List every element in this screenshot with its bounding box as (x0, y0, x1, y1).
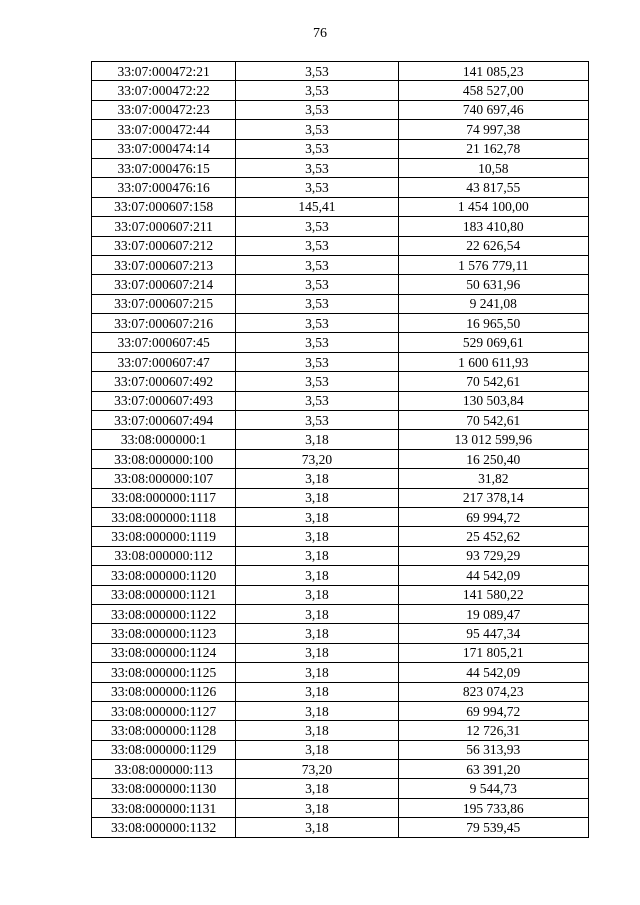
cadastral-number-cell: 33:08:000000:113 (92, 760, 236, 779)
rate-cell: 3,18 (236, 430, 398, 449)
value-cell: 1 600 611,93 (398, 352, 588, 371)
table-row (92, 682, 589, 701)
rate-cell: 3,53 (236, 372, 398, 391)
table-row (92, 643, 589, 662)
cadastral-number-cell: 33:07:000607:493 (92, 391, 236, 410)
value-cell: 43 817,55 (398, 178, 588, 197)
rate-cell: 3,18 (236, 527, 398, 546)
cadastral-number-cell: 33:07:000472:21 (92, 62, 236, 81)
table-row (92, 197, 589, 216)
value-cell: 458 527,00 (398, 81, 588, 100)
cadastral-number-cell: 33:08:000000:1123 (92, 624, 236, 643)
cadastral-number-cell: 33:08:000000:1122 (92, 604, 236, 623)
table-row (92, 701, 589, 720)
cadastral-number-cell: 33:07:000607:214 (92, 275, 236, 294)
cadastral-number-cell: 33:08:000000:1124 (92, 643, 236, 662)
value-cell: 69 994,72 (398, 701, 588, 720)
value-cell: 9 544,73 (398, 779, 588, 798)
rate-cell: 3,18 (236, 507, 398, 526)
table-row (92, 236, 589, 255)
rate-cell: 3,53 (236, 217, 398, 236)
table-row (92, 469, 589, 488)
table-row (92, 488, 589, 507)
table-row (92, 314, 589, 333)
cadastral-number-cell: 33:08:000000:1 (92, 430, 236, 449)
cadastral-number-cell: 33:07:000607:215 (92, 294, 236, 313)
value-cell: 1 454 100,00 (398, 197, 588, 216)
cadastral-number-cell: 33:07:000607:492 (92, 372, 236, 391)
table-row (92, 294, 589, 313)
value-cell: 740 697,46 (398, 100, 588, 119)
value-cell: 22 626,54 (398, 236, 588, 255)
rate-cell: 3,18 (236, 798, 398, 817)
table-row (92, 158, 589, 177)
table-row (92, 275, 589, 294)
value-cell: 21 162,78 (398, 139, 588, 158)
table-row (92, 566, 589, 585)
value-cell: 44 542,09 (398, 663, 588, 682)
table-row (92, 798, 589, 817)
table-row (92, 352, 589, 371)
rate-cell: 3,18 (236, 624, 398, 643)
value-cell: 130 503,84 (398, 391, 588, 410)
rate-cell: 3,18 (236, 604, 398, 623)
value-cell: 25 452,62 (398, 527, 588, 546)
rate-cell: 3,18 (236, 643, 398, 662)
value-cell: 1 576 779,11 (398, 255, 588, 274)
value-cell: 141 580,22 (398, 585, 588, 604)
cadastral-number-cell: 33:08:000000:1128 (92, 721, 236, 740)
table-row (92, 333, 589, 352)
cadastral-number-cell: 33:08:000000:1120 (92, 566, 236, 585)
rate-cell: 3,53 (236, 178, 398, 197)
table-row (92, 81, 589, 100)
cadastral-number-cell: 33:08:000000:1118 (92, 507, 236, 526)
value-cell: 70 542,61 (398, 411, 588, 430)
value-cell: 44 542,09 (398, 566, 588, 585)
table-row (92, 663, 589, 682)
table-body (92, 62, 589, 838)
cadastral-number-cell: 33:07:000607:216 (92, 314, 236, 333)
rate-cell: 3,18 (236, 682, 398, 701)
rate-cell: 3,53 (236, 255, 398, 274)
cadastral-number-cell: 33:08:000000:1126 (92, 682, 236, 701)
cadastral-number-cell: 33:08:000000:1130 (92, 779, 236, 798)
table-row (92, 217, 589, 236)
value-cell: 56 313,93 (398, 740, 588, 759)
cadastral-number-cell: 33:07:000607:212 (92, 236, 236, 255)
rate-cell: 145,41 (236, 197, 398, 216)
table-row (92, 760, 589, 779)
rate-cell: 3,18 (236, 488, 398, 507)
cadastral-number-cell: 33:07:000472:23 (92, 100, 236, 119)
value-cell: 70 542,61 (398, 372, 588, 391)
table-row (92, 62, 589, 81)
page-number: 76 (313, 26, 327, 41)
table-row (92, 527, 589, 546)
cadastral-number-cell: 33:07:000476:16 (92, 178, 236, 197)
data-table (91, 61, 589, 838)
cadastral-number-cell: 33:08:000000:107 (92, 469, 236, 488)
cadastral-number-cell: 33:08:000000:112 (92, 546, 236, 565)
cadastral-number-cell: 33:08:000000:1131 (92, 798, 236, 817)
cadastral-number-cell: 33:08:000000:1121 (92, 585, 236, 604)
cadastral-number-cell: 33:08:000000:1129 (92, 740, 236, 759)
value-cell: 16 250,40 (398, 449, 588, 468)
value-cell: 31,82 (398, 469, 588, 488)
value-cell: 13 012 599,96 (398, 430, 588, 449)
rate-cell: 3,18 (236, 779, 398, 798)
table-row (92, 430, 589, 449)
value-cell: 183 410,80 (398, 217, 588, 236)
rate-cell: 3,53 (236, 294, 398, 313)
cadastral-number-cell: 33:08:000000:1132 (92, 818, 236, 837)
table-row (92, 411, 589, 430)
value-cell: 19 089,47 (398, 604, 588, 623)
value-cell: 16 965,50 (398, 314, 588, 333)
value-cell: 823 074,23 (398, 682, 588, 701)
value-cell: 63 391,20 (398, 760, 588, 779)
rate-cell: 3,53 (236, 236, 398, 255)
table-row (92, 546, 589, 565)
table-row (92, 585, 589, 604)
cadastral-number-cell: 33:08:000000:1117 (92, 488, 236, 507)
rate-cell: 3,18 (236, 721, 398, 740)
rate-cell: 3,53 (236, 352, 398, 371)
rate-cell: 3,53 (236, 62, 398, 81)
rate-cell: 3,18 (236, 566, 398, 585)
rate-cell: 3,53 (236, 411, 398, 430)
value-cell: 9 241,08 (398, 294, 588, 313)
table-row (92, 139, 589, 158)
rate-cell: 3,53 (236, 333, 398, 352)
value-cell: 79 539,45 (398, 818, 588, 837)
value-cell: 50 631,96 (398, 275, 588, 294)
table-row (92, 372, 589, 391)
cadastral-number-cell: 33:07:000607:211 (92, 217, 236, 236)
rate-cell: 3,53 (236, 139, 398, 158)
rate-cell: 73,20 (236, 449, 398, 468)
table-row (92, 604, 589, 623)
table-row (92, 818, 589, 837)
rate-cell: 3,53 (236, 391, 398, 410)
rate-cell: 3,18 (236, 585, 398, 604)
table-row (92, 779, 589, 798)
rate-cell: 3,53 (236, 275, 398, 294)
cadastral-number-cell: 33:08:000000:1127 (92, 701, 236, 720)
table-row (92, 624, 589, 643)
cadastral-number-cell: 33:07:000607:213 (92, 255, 236, 274)
cadastral-number-cell: 33:08:000000:1125 (92, 663, 236, 682)
cadastral-number-cell: 33:08:000000:1119 (92, 527, 236, 546)
cadastral-number-cell: 33:07:000474:14 (92, 139, 236, 158)
cadastral-number-cell: 33:08:000000:100 (92, 449, 236, 468)
value-cell: 95 447,34 (398, 624, 588, 643)
rate-cell: 3,53 (236, 100, 398, 119)
cadastral-number-cell: 33:07:000607:45 (92, 333, 236, 352)
rate-cell: 3,18 (236, 546, 398, 565)
value-cell: 141 085,23 (398, 62, 588, 81)
table-row (92, 740, 589, 759)
value-cell: 171 805,21 (398, 643, 588, 662)
value-cell: 529 069,61 (398, 333, 588, 352)
value-cell: 195 733,86 (398, 798, 588, 817)
rate-cell: 3,53 (236, 158, 398, 177)
table-row (92, 721, 589, 740)
table-row (92, 507, 589, 526)
rate-cell: 3,18 (236, 663, 398, 682)
rate-cell: 3,18 (236, 701, 398, 720)
value-cell: 69 994,72 (398, 507, 588, 526)
value-cell: 217 378,14 (398, 488, 588, 507)
value-cell: 74 997,38 (398, 120, 588, 139)
value-cell: 93 729,29 (398, 546, 588, 565)
rate-cell: 3,18 (236, 469, 398, 488)
value-cell: 10,58 (398, 158, 588, 177)
rate-cell: 3,18 (236, 740, 398, 759)
table-row (92, 449, 589, 468)
table-row (92, 100, 589, 119)
rate-cell: 3,18 (236, 818, 398, 837)
table-row (92, 255, 589, 274)
table-row (92, 178, 589, 197)
cadastral-number-cell: 33:07:000472:22 (92, 81, 236, 100)
cadastral-number-cell: 33:07:000472:44 (92, 120, 236, 139)
value-cell: 12 726,31 (398, 721, 588, 740)
cadastral-number-cell: 33:07:000607:47 (92, 352, 236, 371)
rate-cell: 3,53 (236, 81, 398, 100)
table-row (92, 120, 589, 139)
cadastral-number-cell: 33:07:000476:15 (92, 158, 236, 177)
rate-cell: 3,53 (236, 314, 398, 333)
rate-cell: 73,20 (236, 760, 398, 779)
table-row (92, 391, 589, 410)
cadastral-number-cell: 33:07:000607:158 (92, 197, 236, 216)
rate-cell: 3,53 (236, 120, 398, 139)
cadastral-number-cell: 33:07:000607:494 (92, 411, 236, 430)
